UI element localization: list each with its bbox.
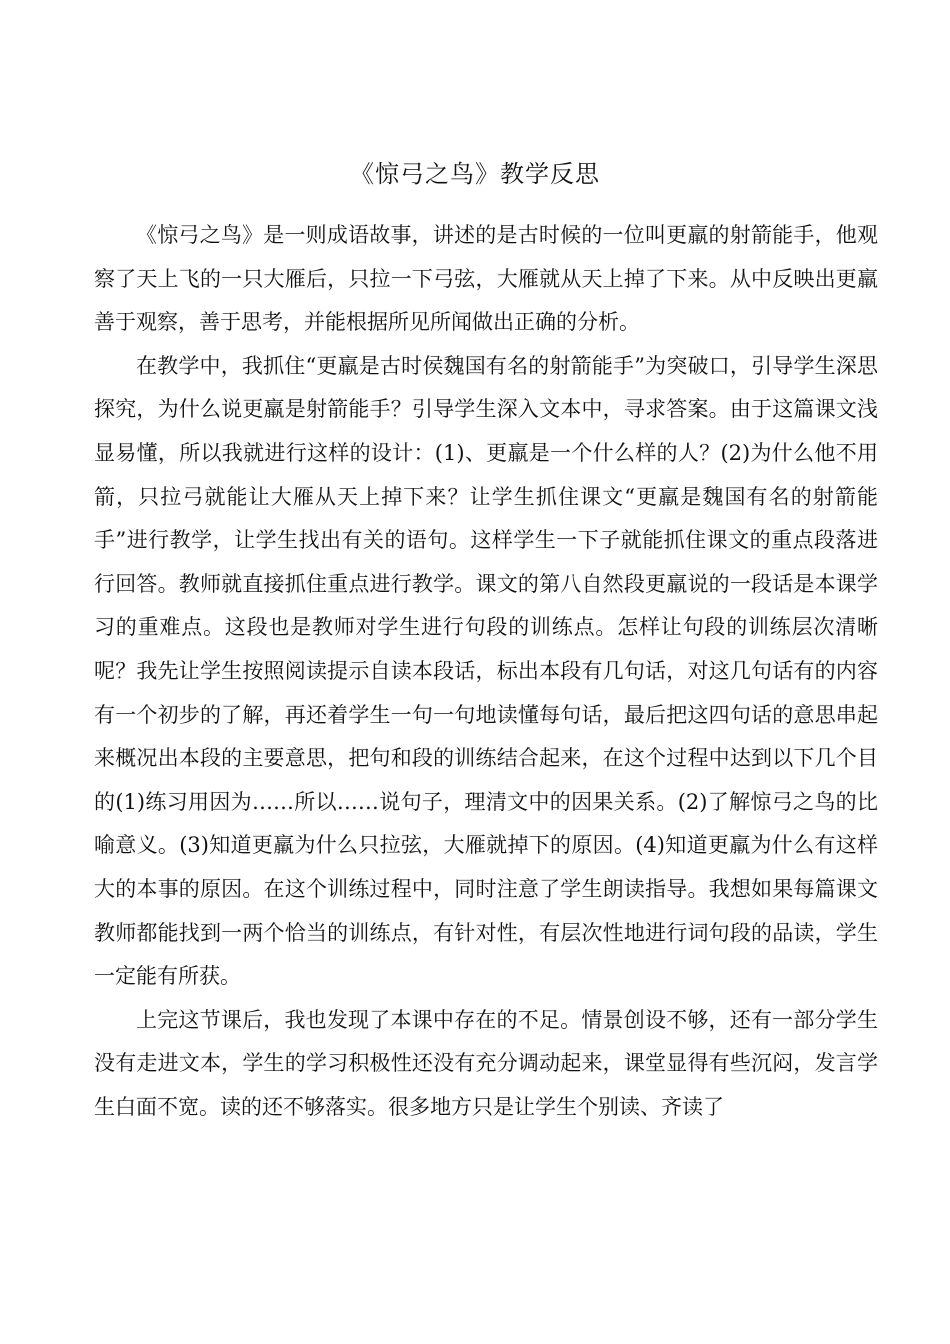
paragraph-intro: 《惊弓之鸟》是一则成语故事，讲述的是古时候的一位叫更羸的射箭能手，他观察了天上飞的一只大雁后，只拉一下弓弦，大雁就从天上掉了下来。从中反映出更羸善于观察，善于思考，并能根据所见所闻做出正确的分析。: [94, 223, 878, 335]
paragraph-teaching-process: 在教学中，我抓住“更羸是古时侯魏国有名的射箭能手”为突破口，引导学生深思探究，为什么说更羸是射箭能手？引导学生深入文本中，寻求答案。由于这篇课文浅显易懂，所以我就进行这样的设计：(1)、更羸是一个什么样的人？(2)为什么他不用箭，只拉弓就能让大雁从天上掉下来？让学生抓住课文“更羸是魏国有名的射箭能手”进行教学，让学生找出有关的语句。这样学生一下子就能抓住课文的重点段落进行回答。教师就直接抓住重点进行教学。课文的第八自然段更羸说的一段话是本课学习的重难点。这段也是教师对学生进行句段的训练点。怎样让句段的训练层次清晰呢？我先让学生按照阅读提示自读本段话，标出本段有几句话，对这几句话有的内容有一个初步的了解，再还着学生一句一句地读懂每句话，最后把这四句话的意思串起来概况出本段的主要意思，把句和段的训练结合起来，在这个过程中达到以下几个目的(1)练习用因为……所以……说句子，理清文中的因果关系。(2)了解惊弓之鸟的比喻意义。(3)知道更羸为什么只拉弦，大雁就掉下的原因。(4)知道更羸为什么有这样大的本事的原因。在这个训练过程中，同时注意了学生朗读指导。我想如果每篇课文教师都能找到一两个恰当的训练点，有针对性，有层次性地进行词句段的品读，学生一定能有所获。: [94, 353, 878, 989]
document-title: 《惊弓之鸟》教学反思: [350, 160, 600, 188]
document-body: [94, 214, 878, 1129]
paragraph-shortcomings: 上完这节课后，我也发现了本课中存在的不足。情景创设不够，还有一部分学生没有走进文本，学生的学习积极性还没有充分调动起来，课堂显得有些沉闷，发言学生白面不宽。读的还不够落实。很多地方只是让学生个别读、齐读了: [94, 1007, 878, 1119]
